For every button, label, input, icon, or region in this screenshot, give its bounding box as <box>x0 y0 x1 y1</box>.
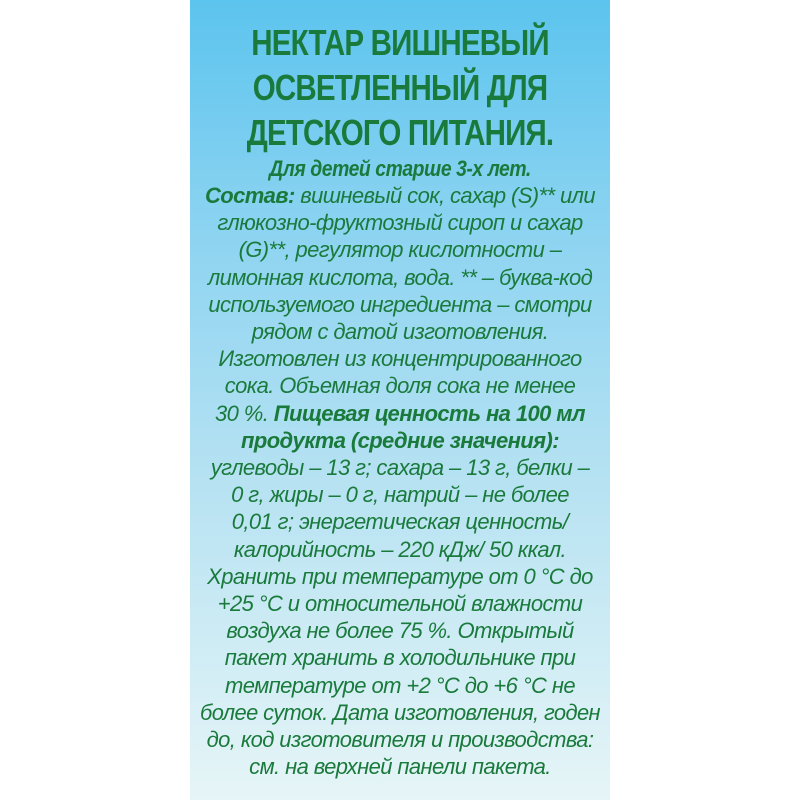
nutrition-line: калорийность – 220 кДж/ 50 ккал. <box>233 536 567 562</box>
product-title-line-3: ДЕТСКОГО ПИТАНИЯ. <box>246 112 554 153</box>
nutrition-line: 0 г, жиры – 0 г, натрий – не более <box>231 482 569 508</box>
production-date-line: более суток. Дата изготовления, годен <box>199 699 600 725</box>
nutrition-heading-cont: продукта (средние значения): <box>241 427 559 453</box>
storage-line: Хранить при температуре от 0 °С до <box>207 563 593 589</box>
production-date-line: до, код изготовителя и производства: <box>206 727 594 753</box>
product-title-line-2: ОСВЕТЛЕННЫЙ ДЛЯ <box>252 67 548 108</box>
nutrition-heading-line <box>190 400 610 427</box>
nutrition-line: углеводы – 13 г; сахара – 13 г, белки – <box>210 455 590 481</box>
storage-line: температуре от +2 °С до +6 °С не <box>225 672 575 698</box>
composition-line <box>190 182 610 209</box>
label-text-line: используемого ингредиента – смотри <box>208 291 592 317</box>
storage-line: воздуха не более 75 %. Открытый <box>226 618 574 644</box>
composition-text: вишневый сок, сахар (S)** или <box>294 183 596 208</box>
age-note: Для детей старше 3-х лет. <box>269 156 531 181</box>
production-date-line: см. на верхней панели пакета. <box>249 754 551 780</box>
composition-label: Состав: <box>204 183 295 208</box>
label-text-line: глюкозно-фруктозный сироп и сахар <box>217 210 583 236</box>
label-text-line: (G)**, регулятор кислотности – <box>238 237 562 263</box>
nutrition-line: 0,01 г; энергетическая ценность/ <box>231 509 569 535</box>
storage-line: +25 °С и относительной влажности <box>217 591 583 617</box>
label-content <box>190 20 610 780</box>
nutrition-heading: Пищевая ценность на 100 мл <box>273 400 585 426</box>
product-label-panel <box>190 0 610 800</box>
label-text-line: Изготовлен из концентрированного <box>218 346 582 372</box>
product-title-line-1: НЕКТАР ВИШНЕВЫЙ <box>251 22 549 63</box>
storage-line: пакет хранить в холодильнике при <box>224 645 576 671</box>
juice-share-text: 30 %. <box>214 400 274 426</box>
label-text-line: рядом с датой изготовления. <box>251 319 549 345</box>
label-text-line: сока. Объемная доля сока не менее <box>224 373 576 399</box>
label-text-line: лимонная кислота, вода. ** – буква-код <box>207 264 593 290</box>
